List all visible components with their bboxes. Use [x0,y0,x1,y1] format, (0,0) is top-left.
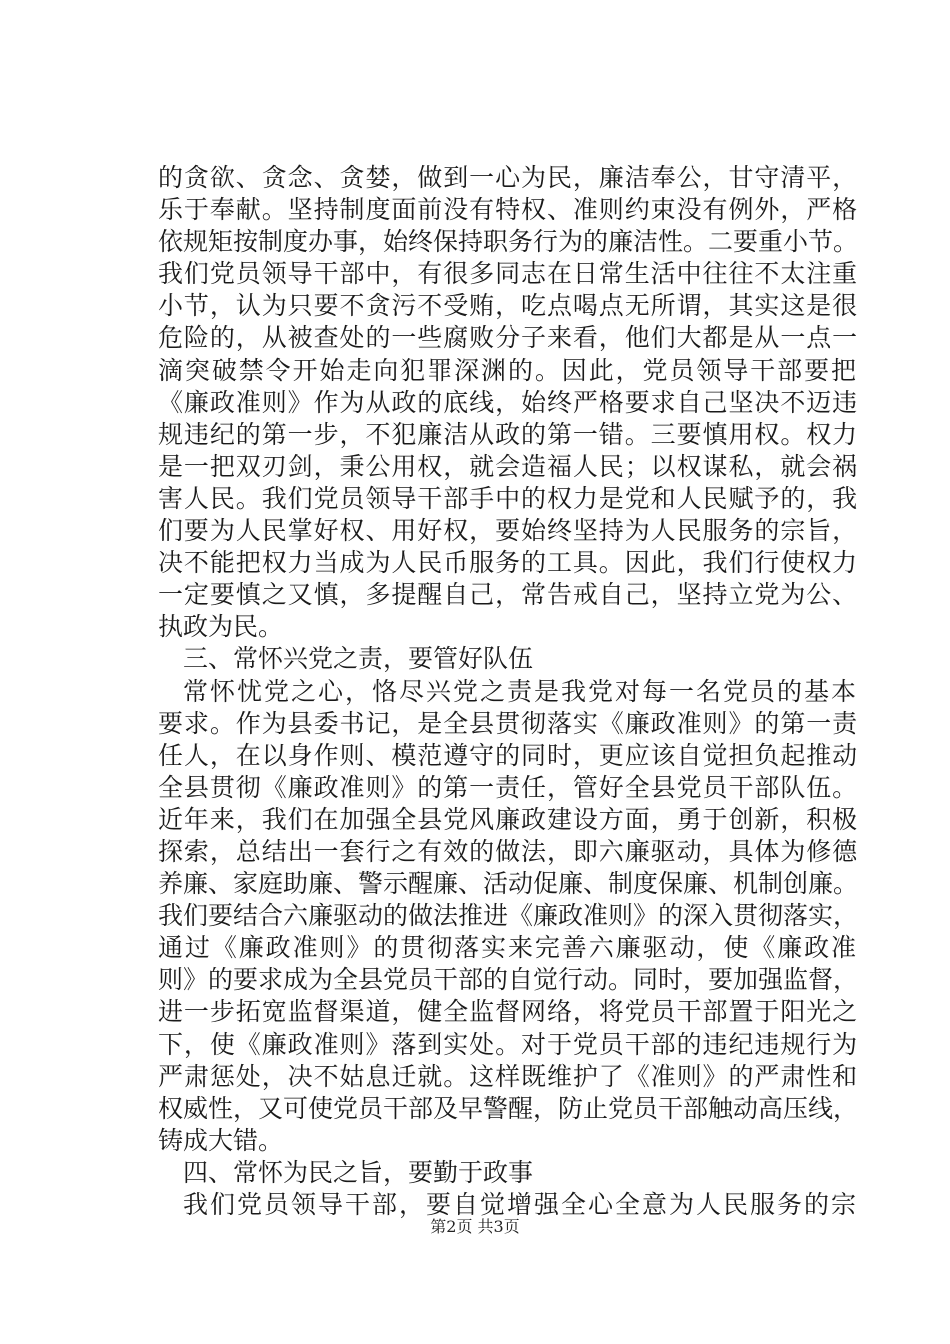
body-line: 养廉、家庭助廉、警示醒廉、活动促廉、制度保廉、机制创廉。 [158,869,859,899]
body-line: 的贪欲、贪念、贪婪，做到一心为民，廉洁奉公，甘守清平， [158,163,859,192]
document-body [158,162,858,1221]
body-line: 我们党员领导干部，要自觉增强全心全意为人民服务的宗 [183,1190,859,1219]
body-line: 我们要结合六廉驱动的做法推进《廉政准则》的深入贯彻落实， [158,901,859,931]
body-line: 害人民。我们党员领导干部手中的权力是党和人民赋予的，我 [158,483,859,513]
body-line: 要求。作为县委书记，是全县贯彻落实《廉政准则》的第一责 [158,708,859,738]
body-line: 《廉政准则》作为从政的底线，始终严格要求自己坚决不迈违 [158,387,859,417]
body-line: 乐于奉献。坚持制度面前没有特权、准则约束没有例外，严格 [158,195,859,225]
page-footer: 第2页 共3页 [430,1217,520,1236]
body-line: 执政为民。 [158,612,284,642]
body-line: 通过《廉政准则》的贯彻落实来完善六廉驱动，使《廉政准 [158,933,858,963]
body-line: 小节，认为只要不贪污不受贿，吃点喝点无所谓，其实这是很 [158,291,859,321]
section-heading: 三、常怀兴党之责，要管好队伍 [183,644,534,674]
section-heading: 四、常怀为民之旨，要勤于政事 [183,1157,534,1187]
body-line: 决不能把权力当成为人民币服务的工具。因此，我们行使权力 [158,548,859,578]
body-line: 全县贯彻《廉政准则》的第一责任，管好全县党员干部队伍。 [158,772,859,802]
body-line: 滴突破禁令开始走向犯罪深渊的。因此，党员领导干部要把 [158,355,858,385]
body-line: 下，使《廉政准则》落到实处。对于党员干部的违纪违规行为 [158,1029,859,1059]
body-line: 规违纪的第一步，不犯廉洁从政的第一错。三要慎用权。权力 [158,419,859,449]
body-line: 常怀忧党之心，恪尽兴党之责是我党对每一名党员的基本 [183,676,859,706]
body-line: 铸成大错。 [158,1125,284,1155]
body-line: 我们党员领导干部中，有很多同志在日常生活中往往不太注重 [158,259,859,289]
body-line: 进一步拓宽监督渠道，健全监督网络，将党员干部置于阳光之 [158,997,859,1027]
body-line: 严肃惩处，决不姑息迁就。这样既维护了《准则》的严肃性和 [158,1061,859,1091]
body-line: 依规矩按制度办事，始终保持职务行为的廉洁性。二要重小节。 [158,227,859,257]
body-line: 近年来，我们在加强全县党风廉政建设方面，勇于创新，积极 [158,804,859,834]
body-line: 探索，总结出一套行之有效的做法，即六廉驱动，具体为修德 [158,836,859,866]
body-line: 一定要慎之又慎，多提醒自己，常告戒自己，坚持立党为公、 [158,580,859,610]
body-line: 则》的要求成为全县党员干部的自觉行动。同时，要加强监督， [158,965,859,995]
body-line: 们要为人民掌好权、用好权，要始终坚持为人民服务的宗旨， [158,516,859,546]
body-line: 任人，在以身作则、模范遵守的同时，更应该自觉担负起推动 [158,740,859,770]
body-line: 是一把双刃剑，秉公用权，就会造福人民；以权谋私，就会祸 [158,451,859,481]
body-line: 危险的，从被查处的一些腐败分子来看，他们大都是从一点一 [158,323,859,353]
body-line: 权威性，又可使党员干部及早警醒，防止党员干部触动高压线， [158,1093,859,1123]
